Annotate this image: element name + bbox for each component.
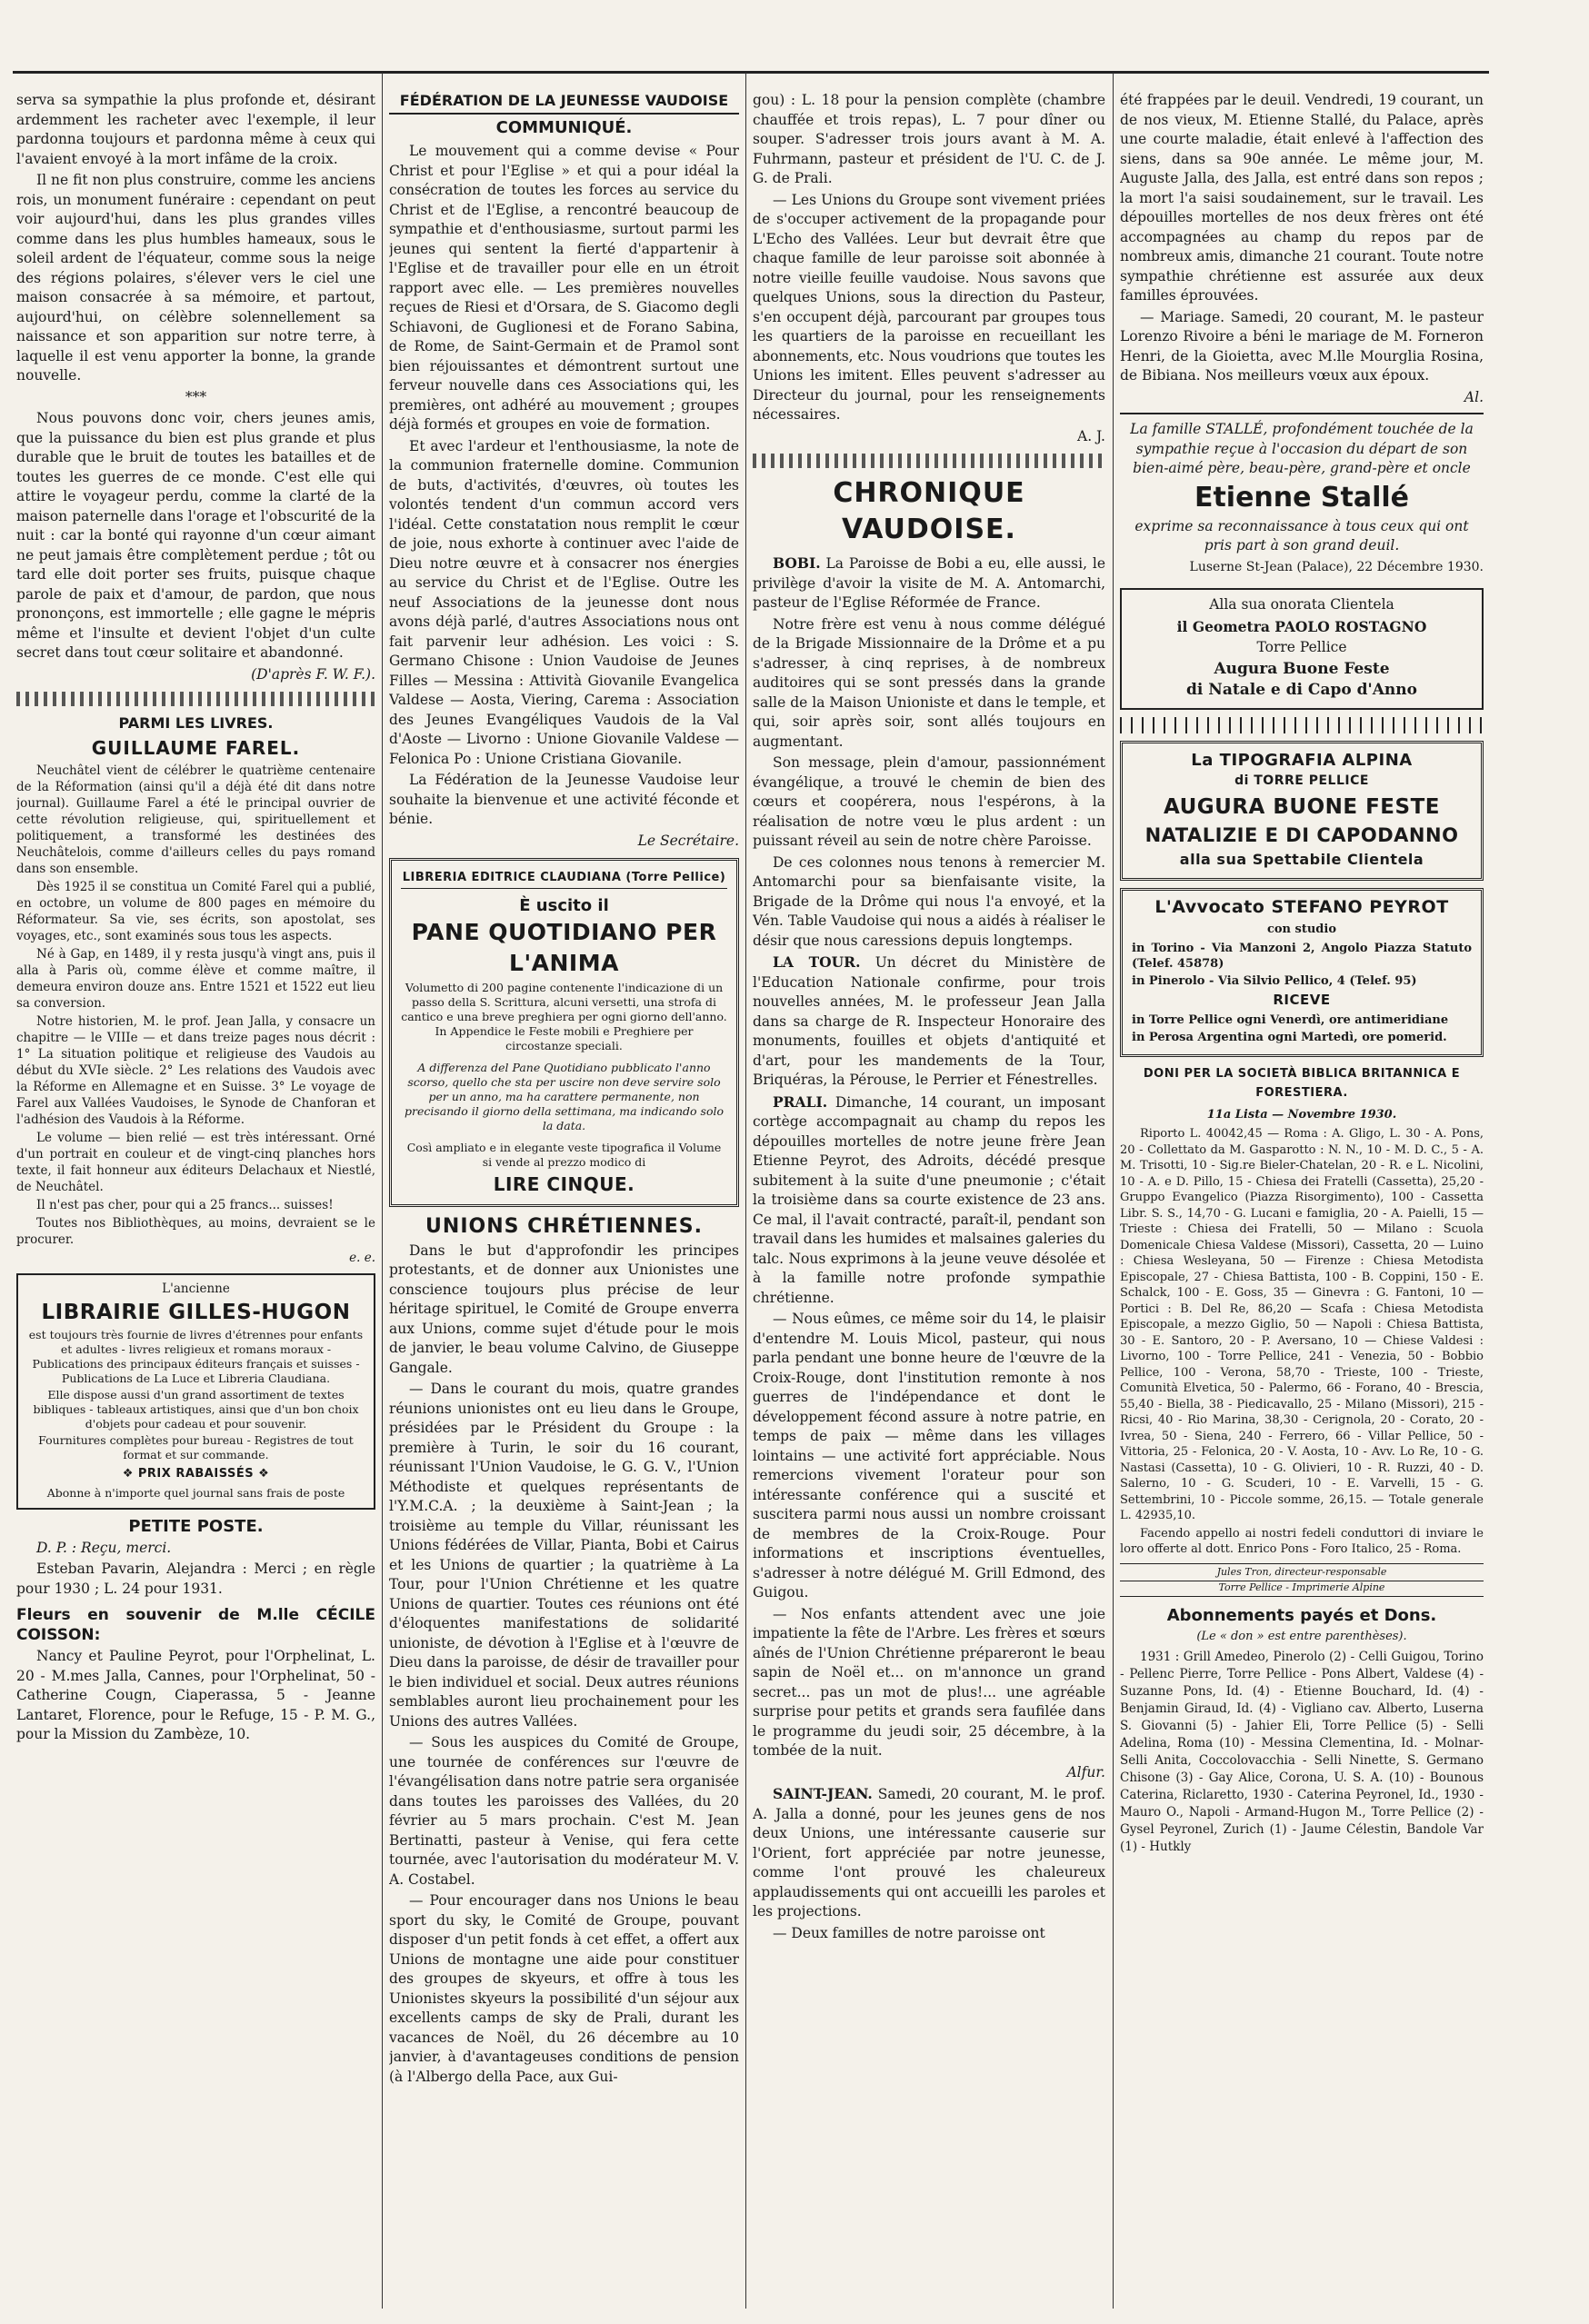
paragraph: — Pour encourager dans nos Unions le beau sport du sky, le Comité de Groupe, pouvant disposer d'un petit fonds à cet effet, a offert aux Unions de montagne une aide pour constituer des groupes de skyeurs, et offre à tous les Unionistes skyeurs la possibilité d'un séjour aux excellents camps de sky de Prali, durant les vacances de Noël, du 26 décembre au 10 janvier, à d'avantageuses conditions de pension (à l'Albergo della Pace, aux Gui-: [389, 1892, 739, 2085]
paragraph: [753, 1784, 1105, 1922]
ad-text: Alla sua onorata Clientela: [1209, 596, 1394, 613]
paragraph: La Fédération de la Jeunesse Vaudoise leur souhaite la bienvenue et une activité féconde et bénie.: [389, 772, 739, 827]
section-heading: Abonnements payés et Dons.: [1166, 1605, 1437, 1625]
ornament-divider: [753, 454, 1105, 468]
paragraph: — Nous eûmes, ce même soir du 14, le plaisir d'entendre M. Louis Micol, pasteur, qui nous parla pendant une bonne heure de l'œuvre de la Croix-Rouge, dont l'institution remonte à nos guerres de l'indépendance et dont le développement fécond assure à notre patrie, en temps de paix — même dans les villages lointains — une activité fort appréciable. Nous remercions vivement l'orateur pour son intéressante conférence qui a suscité et suscitera parmi nous aussi un nombre croissant de membres de la Croix-Rouge. Pour informations et inscriptions éventuelles, s'adresser à notre délégué M. Grill Edmond, des Guigou.: [753, 1311, 1105, 1601]
ad-price: LIRE CINQUE.: [493, 1173, 635, 1195]
paragraph: été frappées par le deuil. Vendredi, 19 courant, un de nos vieux, M. Etienne Stallé, du Palace, après une courte maladie, était enlevé à l'affection des siens, dans sa 90e année. Le même jour, M. Auguste Jalla, des Jalla, est entré dans son repos ; la mort l'a saisi soudainement, sur le travail. Les dépouilles mortelles de nos deux frères ont été accompagnées au champ du repos par de nombreux amis, dimanche 21 courant. Toute notre sympathie chrétienne est assurée aux deux familles éprouvées.: [1120, 92, 1484, 304]
paragraph: Nous pouvons donc voir, chers jeunes amis, que la puissance du bien est plus grande et plus durable que le bruit de toutes les batailles et de toutes les guerres de ce monde. C'est elle qui attire le voyageur perdu, comme la clarté de la maison paternelle dans l'orage et l'obscurité de la nuit : car la bonté qui rayonne d'un cœur aimant ne peut jamais être complètement perdue ; tôt ou tard elle doit porter ses fruits, puisque chaque parole de paix et d'amour, de pardon, que nous prononçons, est immortelle ; elle gagne le mépris même et l'insulte et devient l'objet d'un culte secret dans tout cœur solitaire et abandonné.: [16, 410, 375, 661]
article-title: COMMUNIQUÉ.: [495, 118, 633, 137]
ad-avvocato-peyrot: [1120, 888, 1484, 1057]
ornament-divider: [1120, 717, 1484, 733]
paragraph: Facendo appello ai nostri fedeli conduttori di inviare le loro offerte al dott. Enrico Pons - Foro Italico, 25 - Roma.: [1120, 1526, 1484, 1556]
column-rule: [1113, 73, 1114, 2309]
ad-text: A differenza del Pane Quotidiano pubblicato l'anno scorso, quello che sta per uscire non deve servire solo per un anno, ma ha carattere permanente, non precisando il giorno della settimana, ma indicando solo la data.: [404, 1061, 725, 1132]
ad-rostagno: [1120, 588, 1484, 710]
paragraph: 1931 : Grill Amedeo, Pinerolo (2) - Celli Guigou, Torino - Pellenc Pierre, Torre Pellice - Pons Albert, Valdese (4) - Suzanne Pons, Id. (4) - Etienne Bouchard, Id. (4) - Benjamin Giraud, Id. (4) - Vigliano cav. Alberto, Luserna S. Giovanni (5) - Jahier Eli, Torre Pellice (5) - Selli Adelina, Roma (10) - Messina Clementina, Id. - Molnar-Selli Anita, Coccolovacchia - Selli Ninette, S. Germano Chisone (3) - Gay Alice, Corona, U. S. A. (10) - Bounous Caterina, Riclaretto, 1930 - Caterina Peyronel, Id., 1930 - Mauro O., Napoli - Armand-Hugon M., Torre Pellice (2) - Gysel Peyronel, Zurich (1) - Jaume Célestin, Bandole Var (1) - Hutkly: [1120, 1649, 1484, 1854]
section-sub: (Le « don » est entre parenthèses).: [1196, 1630, 1407, 1643]
ad-text: est toujours très fournie de livres d'étrennes pour enfants et adultes - livres religieux et romans moraux - Publications des principaux éditeurs français et suisses - Publications de La Luce et Libreria Claudiana.: [28, 1328, 364, 1385]
notice-intro: La famille STALLÉ, profondément touchée de la sympathie reçue à l'occasion du départ de son bien-aimé père, beau-père, grand-père et oncle: [1130, 421, 1474, 476]
paragraph: Né à Gap, en 1489, il y resta jusqu'à vingt ans, puis il alla à Paris où, comme élève et comme maître, il demeura environ douze ans. Entre 1521 et 1522 eut lieu sa conversion.: [16, 947, 375, 1011]
paragraph: [753, 953, 1105, 1091]
section-heading: Fleurs en souvenir de M.lle CÉCILE COISSON:: [16, 1606, 375, 1644]
ad-text: di TORRE PELLICE: [1234, 773, 1369, 788]
ad-text: Così ampliato e in elegante veste tipografica il Volume si vende al prezzo modico di: [406, 1141, 722, 1169]
source-credit: (D'après F. W. F.).: [251, 665, 375, 683]
ad-text: Torre Pellice: [1256, 639, 1347, 655]
notice-name: Etienne Stallé: [1194, 481, 1410, 514]
ad-libreria-claudiana: [389, 858, 739, 1207]
paragraph: — Les Unions du Groupe sont vivement priées de s'occuper activement de la propagande pour L'Echo des Vallées. Leur but devrait être que chaque famille de leur paroisse soit abonnée à notre vieille feuille vaudoise. Nous savons que quelques Unions, sous la direction du Pasteur, s'en occupent déjà, parcourant par groupes tous les quartiers de la paroisse en recueillant les abonnements, etc. Nous voudrions que toutes les Unions les imitent. Elles peuvent s'adresser au Directeur du journal, pour les renseignements nécessaires.: [753, 191, 1105, 423]
paragraph: Riporto L. 40042,45 — Roma : A. Gligo, L. 30 - A. Pons, 20 - Collettato da M. Gasparotto : N. N., 10 - M. D. C., 5 - A. M. Trisotti, 10 - Sig.re Bieler-Chatelan, 20 - R. e L. Nicolini, 10 - A. e D. Pillo, 15 - Chiesa dei Fratelli (Cassetta), 25,20 - Gruppo Evangelico (Piazza Risorgimento), 100 - Cassetta Libr. S. S., 14,70 - G. Lucani e famiglia, 20 - A. Paielli, 15 — Trieste : Chiesa dei Fratelli, 50 — Milano : Scuola Domenicale Chiesa Valdese (Missori), Cassetta, 20 — Luino : Chiesa Wesleyana, 50 — Firenze : Chiesa Metodista Episcopale, 27 - Chiesa Battista, 100 - B. Coppini, 150 - E. Schalck, 100 - E. Goss, 35 — Ginevra : G. Fantoni, 10 — Portici : B. Del Re, 86,20 — Scafa : Chiesa Metodista Episcopale, a mezzo Giglio, 50 — Napoli : Chiesa Battista, 30 - E. Santoro, 20 - P. Aversano, 10 — Chiese Valdesi : Livorno, 100 - Torre Pellice, 241 - Venezia, 50 - Bobbio Pellice, 100 - Verona, 58,70 - Trieste, 100 - Trieste, Comunità Elvetica, 50 - Palermo, 66 - Forano, 40 - Brescia, 55,40 - Biella, 38 - Piedicavallo, 25 - Milano (Missori), 215 - Ricsi, 40 - Rio Marina, 38,30 - Cerignola, 20 - Corato, 20 - Ivrea, 50 - Siena, 240 - Ferrero, 66 - Villar Pellice, 50 - Vittoria, 25 - Felonica, 20 - V. Aosta, 10 - Avv. Lo Re, 10 - G. Nastasi (Cassetta), 10 - G. Olivieri, 10 - R. Ruzzi, 40 - D. Salerno, 10 - G. Scuderi, 10 - E. Varvelli, 15 - G. Settembrini, 10 - Piccole somme, 26,15. — Totale generale L. 42935,10.: [1120, 1127, 1484, 1522]
paragraph: serva sa sympathie la plus profonde et, désirant ardemment les racheter avec l'exemple, il leur pardonna toujours et pardonna même à ceux qui l'avaient envoyé à la mort infâme de la croix.: [16, 92, 375, 167]
ad-text: in Torre Pellice ogni Venerdì, ore antimeridiane: [1132, 1012, 1449, 1027]
ad-name: LIBRAIRIE GILLES-HUGON: [41, 1301, 351, 1324]
article-title: GUILLAUME FAREL.: [91, 737, 301, 759]
paragraph: — Deux familles de notre paroisse ont: [773, 1924, 1045, 1941]
paragraph: Nancy et Pauline Peyrot, pour l'Orphelinat, L. 20 - M.mes Jalla, Cannes, pour l'Orphelinat, 50 - Catherine Cougn, Ciaperassa, 5 - Jeanne Lantaret, Florence, pour le Refuge, 15 - P. M. G., pour la Mission du Zambèze, 10.: [16, 1648, 375, 1742]
ad-text: L'Avvocato STEFANO PEYROT: [1154, 897, 1449, 917]
paragraph: De ces colonnes nous tenons à remercier M. Antomarchi pour sa bienfaisante visite, la Brigade de la Drôme qui nous l'a envoyé, et la Vén. Table Vaudoise qui nous a aidés à réaliser le désir que nous caressions depuis longtemps.: [753, 853, 1105, 949]
ad-text: in Perosa Argentina ogni Martedì, ore pomerid.: [1132, 1030, 1447, 1044]
paragraph: — Nos enfants attendent avec une joie impatiente la fête de l'Arbre. Les frères et sœurs aînés de l'Union Chrétienne prépareront le beau sapin de Noël et... on m'annonce un grand secret... pas un mot de plus!... une agréable surprise pour petits et grands sera faufilée dans le programme du jeudi soir, 25 décembre, à la tombée de la nuit.: [753, 1605, 1105, 1759]
ad-text: Elle dispose aussi d'un grand assortiment de textes bibliques - tableaux artistiques, ainsi que d'un bon choix d'objets pour cadeau et pour souvenir.: [33, 1388, 359, 1431]
paragraph: Notre frère est venu à nous comme délégué de la Brigade Missionnaire de la Drôme et a pu s'adresser, à cinq reprises, à de nombreux auditoires qui se sont pressés dans la grande salle de la Maison Unioniste et dans le temple, et qui, soir après soir, sont allés toujours en augmentant.: [753, 615, 1105, 750]
paragraph-text: Dimanche, 14 courant, un imposant cortège accompagnait au champ du repos les dépouilles mortelles de notre jeune frère Jean Etienne Peyrot, des Adroits, décédé presque subitement à la suite d'une pneumonie ; c'était la troisième dans sa courte existence de 23 ans. Ce mal, il l'avait contracté, paraît-il, pendant son travail dans les humides et malsaines galeries du talc. Nous exprimons à la jeune veuve désolée et à la famille notre profonde sympathie chrétienne.: [753, 1093, 1105, 1306]
ad-text: in Torino - Via Manzoni 2, Angolo Piazza Statuto (Telef. 45878): [1132, 942, 1472, 971]
ad-text: Abonne à n'importe quel journal sans frais de poste: [46, 1485, 345, 1500]
article-title: CHRONIQUE VAUDOISE.: [833, 477, 1025, 545]
paragraph-text: Samedi, 20 courant, M. le prof. A. Jalla a donné, pour les jeunes gens de nos deux Unions, une intéressante causerie sur l'Orient, fort appréciée par notre jeunesse, comme l'ont prouvé les chaleureux applaudissements qui ont accueilli les paroles et les projections.: [753, 1786, 1105, 1920]
top-rule: [13, 71, 1489, 74]
paragraph: Le volume — bien relié — est très intéressant. Orné d'un portrait en couleur et de vingt-cinq planches hors texte, il fait honneur aux éditeurs Delachaux et Niestlé, de Neuchâtel.: [16, 1131, 375, 1194]
ad-text: di Natale e di Capo d'Anno: [1186, 681, 1417, 699]
paragraph: Il ne fit non plus construire, comme les anciens rois, un monument funéraire : cependant on peut voir aujourd'hui, dans les plus grandes villes comme dans les plus humbles hameaux, sous le soleil ardent de l'équateur, comme sous la neige des régions polaires, s'élever vers le ciel une maison consacrée à sa mémoire, et partout, aujourd'hui, on célèbre solennellement sa naissance et son apparition sur notre terre, à laquelle il est venu apporter la bonne, la grande nouvelle.: [16, 172, 375, 384]
section-stars: ***: [185, 388, 207, 405]
section-heading: PARMI LES LIVRES.: [118, 714, 274, 732]
ad-text: La TIPOGRAFIA ALPINA: [1191, 750, 1413, 770]
column-4: [1120, 91, 1484, 2309]
paragraph: — Mariage. Samedi, 20 courant, M. le pasteur Lorenzo Rivoire a béni le mariage de M. Forneron Henri, de la Gioietta, avec M.lle Mourglia Rosina, de Bibiana. Nos meilleurs vœux aux époux.: [1120, 308, 1484, 384]
paragraph: Le mouvement qui a comme devise « Pour Christ et pour l'Eglise » et qui a pour idéal la consécration de toutes les forces au service du Christ et de l'Eglise, a rencontré beaucoup de sympathie et d'enthousiasme, surtout parmi les jeunes qui sentent la fierté d'appartenir à l'Eglise et de travailler pour elle en un étroit rapport avec elle. — Les premières nouvelles reçues de Riesi et d'Orsara, de S. Giacomo degli Schiavoni, de Guglionesi et de Forano Sabina, de Rome, de Saint-Germain et de Pramol sont bien réjouissantes et démontrent surtout une ferveur nouvelle dans ces Associations qui, les premières, ont adhéré au mouvement ; groupes déjà formés et groupes en voie de formation.: [389, 143, 739, 433]
signature: Le Secrétaire.: [637, 832, 739, 849]
gerant: Jules Tron, directeur-responsable: [1216, 1565, 1387, 1578]
place-label: LA TOUR.: [773, 953, 861, 971]
notice-place: Luserne St-Jean (Palace), 22 Décembre 1930.: [1189, 559, 1484, 574]
paragraph: Son message, plein d'amour, passionnément évangélique, a trouvé le chemin de bien des cœurs et coopérera, nous l'espérons, à la réalisation de notre vœu le plus ardent : un puissant réveil au sein de notre chère Paroisse.: [753, 754, 1105, 849]
paragraph: gou) : L. 18 pour la pension complète (chambre chauffée et trois repas), L. 7 pour dîner ou souper. S'adresser trois jours avant à M. A. Fuhrmann, pasteur et président de l'U. C. de J. G. de Prali.: [753, 92, 1105, 186]
signature: e. e.: [349, 1251, 375, 1265]
paragraph: Dans le but d'approfondir les principes protestants, et de donner aux Unionistes une conscience toujours plus précise de leur héritage spirituel, le Comité de Groupe enverra aux Unions, comme sujet d'étude pour le mois de janvier, le beau volume Calvino, de Giuseppe Gangale.: [389, 1242, 739, 1376]
paragraph: [753, 554, 1105, 613]
paragraph: Et avec l'ardeur et l'enthousiasme, la note de la communion fraternelle domine. Communion de buts, d'activités, d'œuvres, où toutes les volontés tendent d'un commun accord vers l'idéal. Cette constatation nous remplit le cœur de joie, nous exhorte à continuer avec l'aide de Dieu notre œuvre et à consacrer nos énergies au service du Christ et de l'Eglise. Outre les neuf Associations de la jeunesse dont nous avons déjà parlé, d'autres Associations nous ont fait parvenir leur adhésion. Les voici : S. Germano Chisone : Union Vaudoise de Jeunes Filles — Messina : Attività Giovanile Evangelica Valdese — Aosta, Viering, Carema : Association des Jeunes Evangéliques Vaudois de la Val d'Aoste — Livorno : Unione Giovanile Valdese — Felonica Po : Unione Cristiana Giovanile.: [389, 437, 739, 767]
ad-text: Volumetto di 200 pagine contenente l'indicazione di un passo della S. Scrittura, alcuni versetti, una strofa di cantico e una breve preghiera per ogni giorno dell'anno. In Appendice le Feste mobili e Preghiere per circostanze speciali.: [401, 981, 727, 1052]
ad-sub: È uscito il: [519, 895, 609, 915]
ad-text: alla sua Spettabile Clientela: [1179, 850, 1424, 868]
paragraph: — Sous les auspices du Comité de Groupe, une tournée de conférences sur l'œuvre de l'évangélisation dans notre patrie sera organisée dans toutes les paroisses des Vallées, du 20 février au 5 mars prochain. C'est M. Jean Bertinatti, pasteur à Venise, qui fera cette tournée, avec l'autorisation du modérateur M. V. A. Costabel.: [389, 1734, 739, 1888]
paragraph: — Dans le courant du mois, quatre grandes réunions unionistes ont eu lieu dans le Groupe, présidées par le Président du Groupe : la première à Turin, le soir du 16 courant, réunissant l'Union Vaudoise, le G. G. V., l'Union Méthodiste et quelques représentants de l'Y.M.C.A. ; la deuxième à Saint-Jean ; la troisième au temple du Villar, réunissant les Unions fédérées de Villar, Pianta, Bobi et Cairus et les Unions de quartier ; la quatrième à La Tour, pour l'Union Chrétienne et les quatre Unions de quartier. Toutes ces réunions ont été d'éloquentes manifestations de solidarité unioniste, de dévotion à l'Eglise et à l'œuvre de Dieu dans la paroisse, de désir de travailler pour le bien individuel et social. Deux autres réunions semblables auront lieu prochainement pour les Unions des autres Vallées.: [389, 1381, 739, 1730]
section-heading: FÉDÉRATION DE LA JEUNESSE VAUDOISE: [389, 91, 739, 115]
column-3: [753, 91, 1105, 2309]
ad-librairie-gilles-hugon: [16, 1273, 375, 1510]
paragraph: Dès 1925 il se constitua un Comité Farel qui a publié, en octobre, un volume de 800 pages en mémoire du Réformateur. Sa vie, ses écrits, son apostolat, ses voyages, etc., sont examinés sous tous les aspects.: [16, 880, 375, 943]
ad-heading: LIBRERIA EDITRICE CLAUDIANA (Torre Pellice): [401, 868, 727, 889]
paragraph: Neuchâtel vient de célébrer le quatrième centenaire de la Réformation (ainsi qu'il a déjà été dit dans notre journal). Guillaume Farel a été le principal ouvrier de cette révolution religieuse, qui, spirituellement et politiquement, a transformé les destinées des Neuchâtelois, comme d'ailleurs celles du pays romand dans son ensemble.: [16, 763, 375, 876]
paragraph: Il n'est pas cher, pour qui a 25 francs... suisses!: [36, 1198, 334, 1212]
paragraph: D. P. : Reçu, merci.: [36, 1539, 172, 1556]
ad-text: Fournitures complètes pour bureau - Registres de tout format et sur commande.: [38, 1433, 354, 1461]
ad-text: AUGURA BUONE FESTE: [1164, 794, 1440, 819]
ad-tipografia-alpina: [1120, 741, 1484, 882]
ad-text: ❖ PRIX RABAISSÉS ❖: [122, 1467, 270, 1481]
ad-text: con studio: [1266, 922, 1337, 936]
signature: Al.: [1464, 388, 1484, 405]
notice-text: exprime sa reconnaissance à tous ceux qui ont pris part à son grand deuil.: [1134, 517, 1469, 554]
paragraph: Esteban Pavarin, Alejandra : Merci ; en règle pour 1930 ; L. 24 pour 1931.: [16, 1561, 375, 1597]
column-rule: [745, 73, 746, 2309]
paragraph: Notre historien, M. le prof. Jean Jalla, y consacre un chapitre — le VIIIe — et dans treize pages nous décrit : 1° La situation politique et religieuse des Vaudois au début du XVIe siècle. 2° Les relations des Vaudois avec la Réforme en Allemagne et en Suisse. 3° Le voyage de Farel aux Vallées Vaudoises, le Synode de Chanforan et l'adhésion des Vaudois à la Réforme.: [16, 1014, 375, 1127]
paragraph: [753, 1092, 1105, 1309]
section-heading: PETITE POSTE.: [128, 1516, 264, 1536]
place-label: SAINT-JEAN.: [773, 1785, 873, 1802]
paragraph: Toutes nos Bibliothèques, au moins, devraient se le procurer.: [16, 1216, 375, 1247]
section-sub: 11a Lista — Novembre 1930.: [1206, 1107, 1397, 1122]
paragraph-text: Un décret du Ministère de l'Education Nationale confirme, pour trois nouvelles années, M. le professeur Jean Jalla dans sa charge de R. Inspecteur Honoraire des monuments, fouilles et objets d'antiquité et d'art, pour les mandements de la Tour, Briquéras, la Pérouse, le Perrier et Fénestrelles.: [753, 954, 1105, 1088]
paragraph-text: La Paroisse de Bobi a eu, elle aussi, le privilège d'avoir la visite de M. A. Antomarchi, pasteur de l'Eglise Réformée de France.: [753, 555, 1105, 611]
column-1: [16, 91, 375, 2309]
signature: Alfur.: [1066, 1763, 1105, 1780]
ad-text: RICEVE: [1273, 992, 1331, 1008]
ad-text: in Pinerolo - Via Silvio Pellico, 4 (Telef. 95): [1132, 974, 1417, 988]
imprimerie: Torre Pellice - Imprimerie Alpine: [1120, 1581, 1484, 1594]
place-label: BOBI.: [773, 554, 821, 572]
ad-pre: L'ancienne: [162, 1282, 230, 1296]
column-2: [389, 91, 739, 2309]
signature: A. J.: [1077, 427, 1105, 444]
article-title: UNIONS CHRÉTIENNES.: [425, 1214, 703, 1238]
section-heading: DONI PER LA SOCIETÀ BIBLICA BRITANNICA E FORESTIERA.: [1143, 1066, 1461, 1100]
ad-title: PANE QUOTIDIANO PER L'ANIMA: [411, 919, 717, 976]
ad-text: NATALIZIE E DI CAPODANNO: [1144, 823, 1459, 846]
ad-text: Augura Buone Feste: [1214, 659, 1390, 678]
ad-text: il Geometra PAOLO ROSTAGNO: [1176, 617, 1427, 635]
ornament-divider: [16, 692, 375, 706]
column-rule: [382, 73, 383, 2309]
place-label: PRALI.: [773, 1092, 828, 1111]
